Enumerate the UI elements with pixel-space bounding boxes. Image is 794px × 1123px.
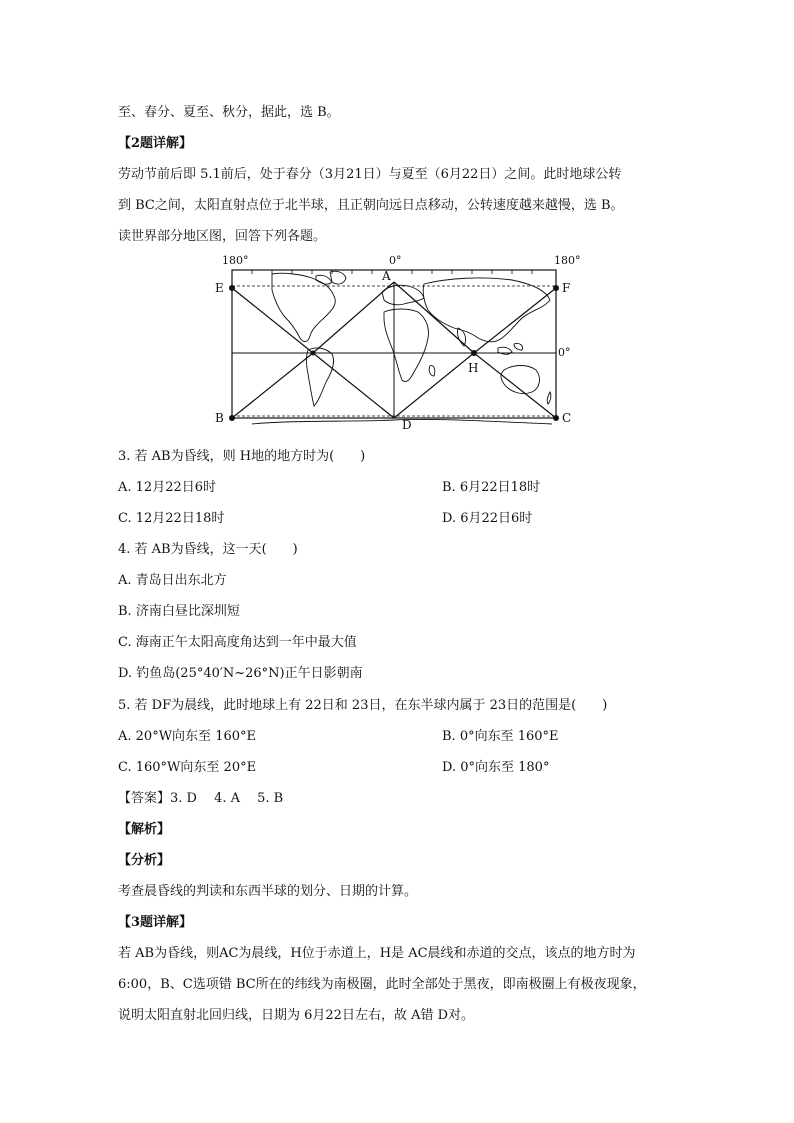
- q3-option-d: D. 6月22日6时: [442, 511, 533, 526]
- analysis-heading: 【解析】: [118, 822, 171, 837]
- point-h-marker: [471, 350, 477, 356]
- point-f-marker: [553, 285, 559, 291]
- label-point-b: B: [215, 411, 224, 425]
- q2-text-line1: 劳动节前后即 5.1前后，处于春分（3月21日）与夏至（6月22日）之间。此时地球公转: [118, 167, 622, 182]
- label-equator: 0°: [558, 346, 571, 359]
- label-lon-right: 180°: [554, 254, 581, 267]
- q4-option-a: A. 青岛日出东北方: [118, 573, 227, 588]
- label-lon-left: 180°: [222, 254, 249, 267]
- q5-option-a: A. 20°W向东至 160°E: [118, 729, 256, 744]
- q3-stem: 3. 若 AB为昏线，则 H地的地方时为( ): [118, 449, 366, 464]
- world-map-figure: [212, 252, 584, 432]
- q5-stem: 5. 若 DF为晨线，此时地球上有 22日和 23日，在东半球内属于 23日的范围是( ): [118, 698, 608, 713]
- fenxi-heading: 【分析】: [118, 853, 171, 868]
- label-point-e: E: [215, 281, 224, 295]
- top-ticks: [252, 270, 532, 274]
- intersection-marker: [311, 351, 316, 356]
- q4-option-b: B. 济南白昼比深圳短: [118, 604, 240, 619]
- q5-option-b: B. 0°向东至 160°E: [442, 729, 559, 744]
- answer-line: 【答案】3. D 4. A 5. B: [118, 791, 284, 806]
- point-b-marker: [229, 415, 235, 421]
- point-e-marker: [229, 285, 235, 291]
- q3-option-c: C. 12月22日18时: [118, 511, 225, 526]
- label-lon-mid: 0°: [389, 254, 402, 267]
- q3-detail-line1: 若 AB为昏线，则AC为晨线，H位于赤道上，H是 AC晨线和赤道的交点，该点的地方时为: [118, 946, 636, 961]
- q4-stem: 4. 若 AB为昏线，这一天( ): [118, 542, 298, 557]
- label-point-f: F: [562, 281, 571, 295]
- q2-text-line2: 到 BC之间，太阳直射点位于北半球，且正朝向远日点移动，公转速度越来越慢，选 B。: [118, 198, 624, 213]
- q5-option-d: D. 0°向东至 180°: [442, 760, 550, 775]
- label-point-h: H: [468, 361, 479, 375]
- q3-option-b: B. 6月22日18时: [442, 480, 541, 495]
- q3-detail-line2: 6:00，B、C选项错 BC所在的纬线为南极圈，此时全部处于黑夜，即南极圈上有极夜现象，: [118, 977, 646, 992]
- q5-option-c: C. 160°W向东至 20°E: [118, 760, 257, 775]
- instruction-text: 读世界部分地区图，回答下列各题。: [118, 229, 327, 244]
- q3-detail-heading: 【3题详解】: [118, 915, 193, 930]
- q3-option-a: A. 12月22日6时: [118, 480, 217, 495]
- point-c-marker: [553, 415, 559, 421]
- continents: [252, 271, 552, 424]
- fenxi-text: 考查晨昏线的判读和东西半球的划分、日期的计算。: [118, 884, 418, 899]
- q4-option-d: D. 钓鱼岛(25°40′N~26°N)正午日影朝南: [118, 666, 363, 681]
- q3-detail-line3: 说明太阳直射北回归线，日期为 6月22日左右，故 A错 D对。: [118, 1008, 475, 1023]
- q2-heading: 【2题详解】: [118, 136, 193, 151]
- q4-option-c: C. 海南正午太阳高度角达到一年中最大值: [118, 635, 357, 650]
- label-point-a: A: [382, 269, 391, 283]
- intro-line: 至、春分、夏至、秋分，据此，选 B。: [118, 105, 340, 120]
- label-point-d: D: [402, 418, 412, 432]
- label-point-c: C: [562, 411, 572, 425]
